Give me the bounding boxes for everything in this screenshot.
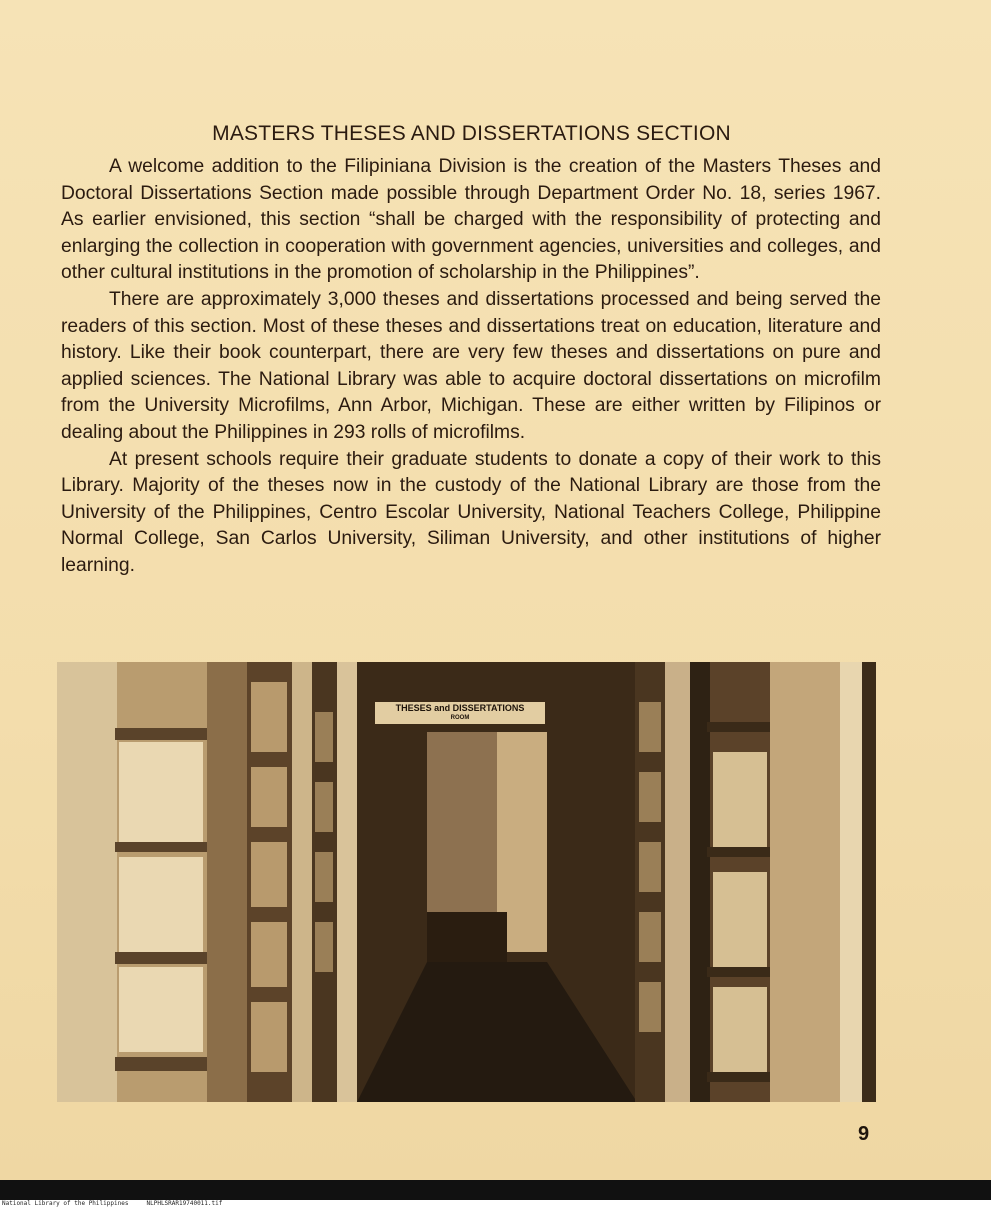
body-text [61, 154, 881, 580]
scan-caption: National Library of the Philippines NLPHLSRAR19740011.tif [0, 1200, 991, 1208]
page-number: 9 [858, 1123, 870, 1145]
paragraph-1: A welcome addition to the Filipiniana Division is the creation of the Masters Theses and Doctoral Dissertations Section made possible through Department Order No. 18, series 1967. As earlier envisioned, this section “shall be charged with the responsibility of protecting and enlarging the collection in cooperation with government agencies, universities and colleges, and other cultural institutions in the promotion of scholarship in the Philippines”. [61, 156, 881, 284]
paragraph-3: At present schools require their graduate students to donate a copy of their work to this Library. Majority of the theses now in the custody of the National Library are those from the University of the Philippines, Centro Escolar University, National Teachers College, Philippine Normal College, San Carlos University, Siliman University, and other institutions of higher learning. [61, 448, 881, 576]
scan-footer [0, 1180, 991, 1208]
photo-sign-line1: THESES and DISSERTATIONS [395, 703, 525, 713]
library-stacks-photo [57, 662, 876, 1102]
paragraph-2: There are approximately 3,000 theses and dissertations processed and being served the readers of this section. Most of these theses and dissertations treat on education, literature and history. Like their book counterpart, there are very few theses and dissertations on pure and applied sciences. The National Library was able to acquire doctoral dissertations on microfilm from the University Microfilms, Ann Arbor, Michigan. These are either written by Filipinos or dealing about the Philippines in 293 rolls of microfilms. [61, 288, 881, 443]
photo-sign-line2: ROOM [450, 715, 470, 721]
section-title: MASTERS THESES AND DISSERTATIONS SECTION [212, 122, 731, 146]
photo-sign [375, 702, 545, 724]
photo-illustration [57, 662, 876, 1102]
